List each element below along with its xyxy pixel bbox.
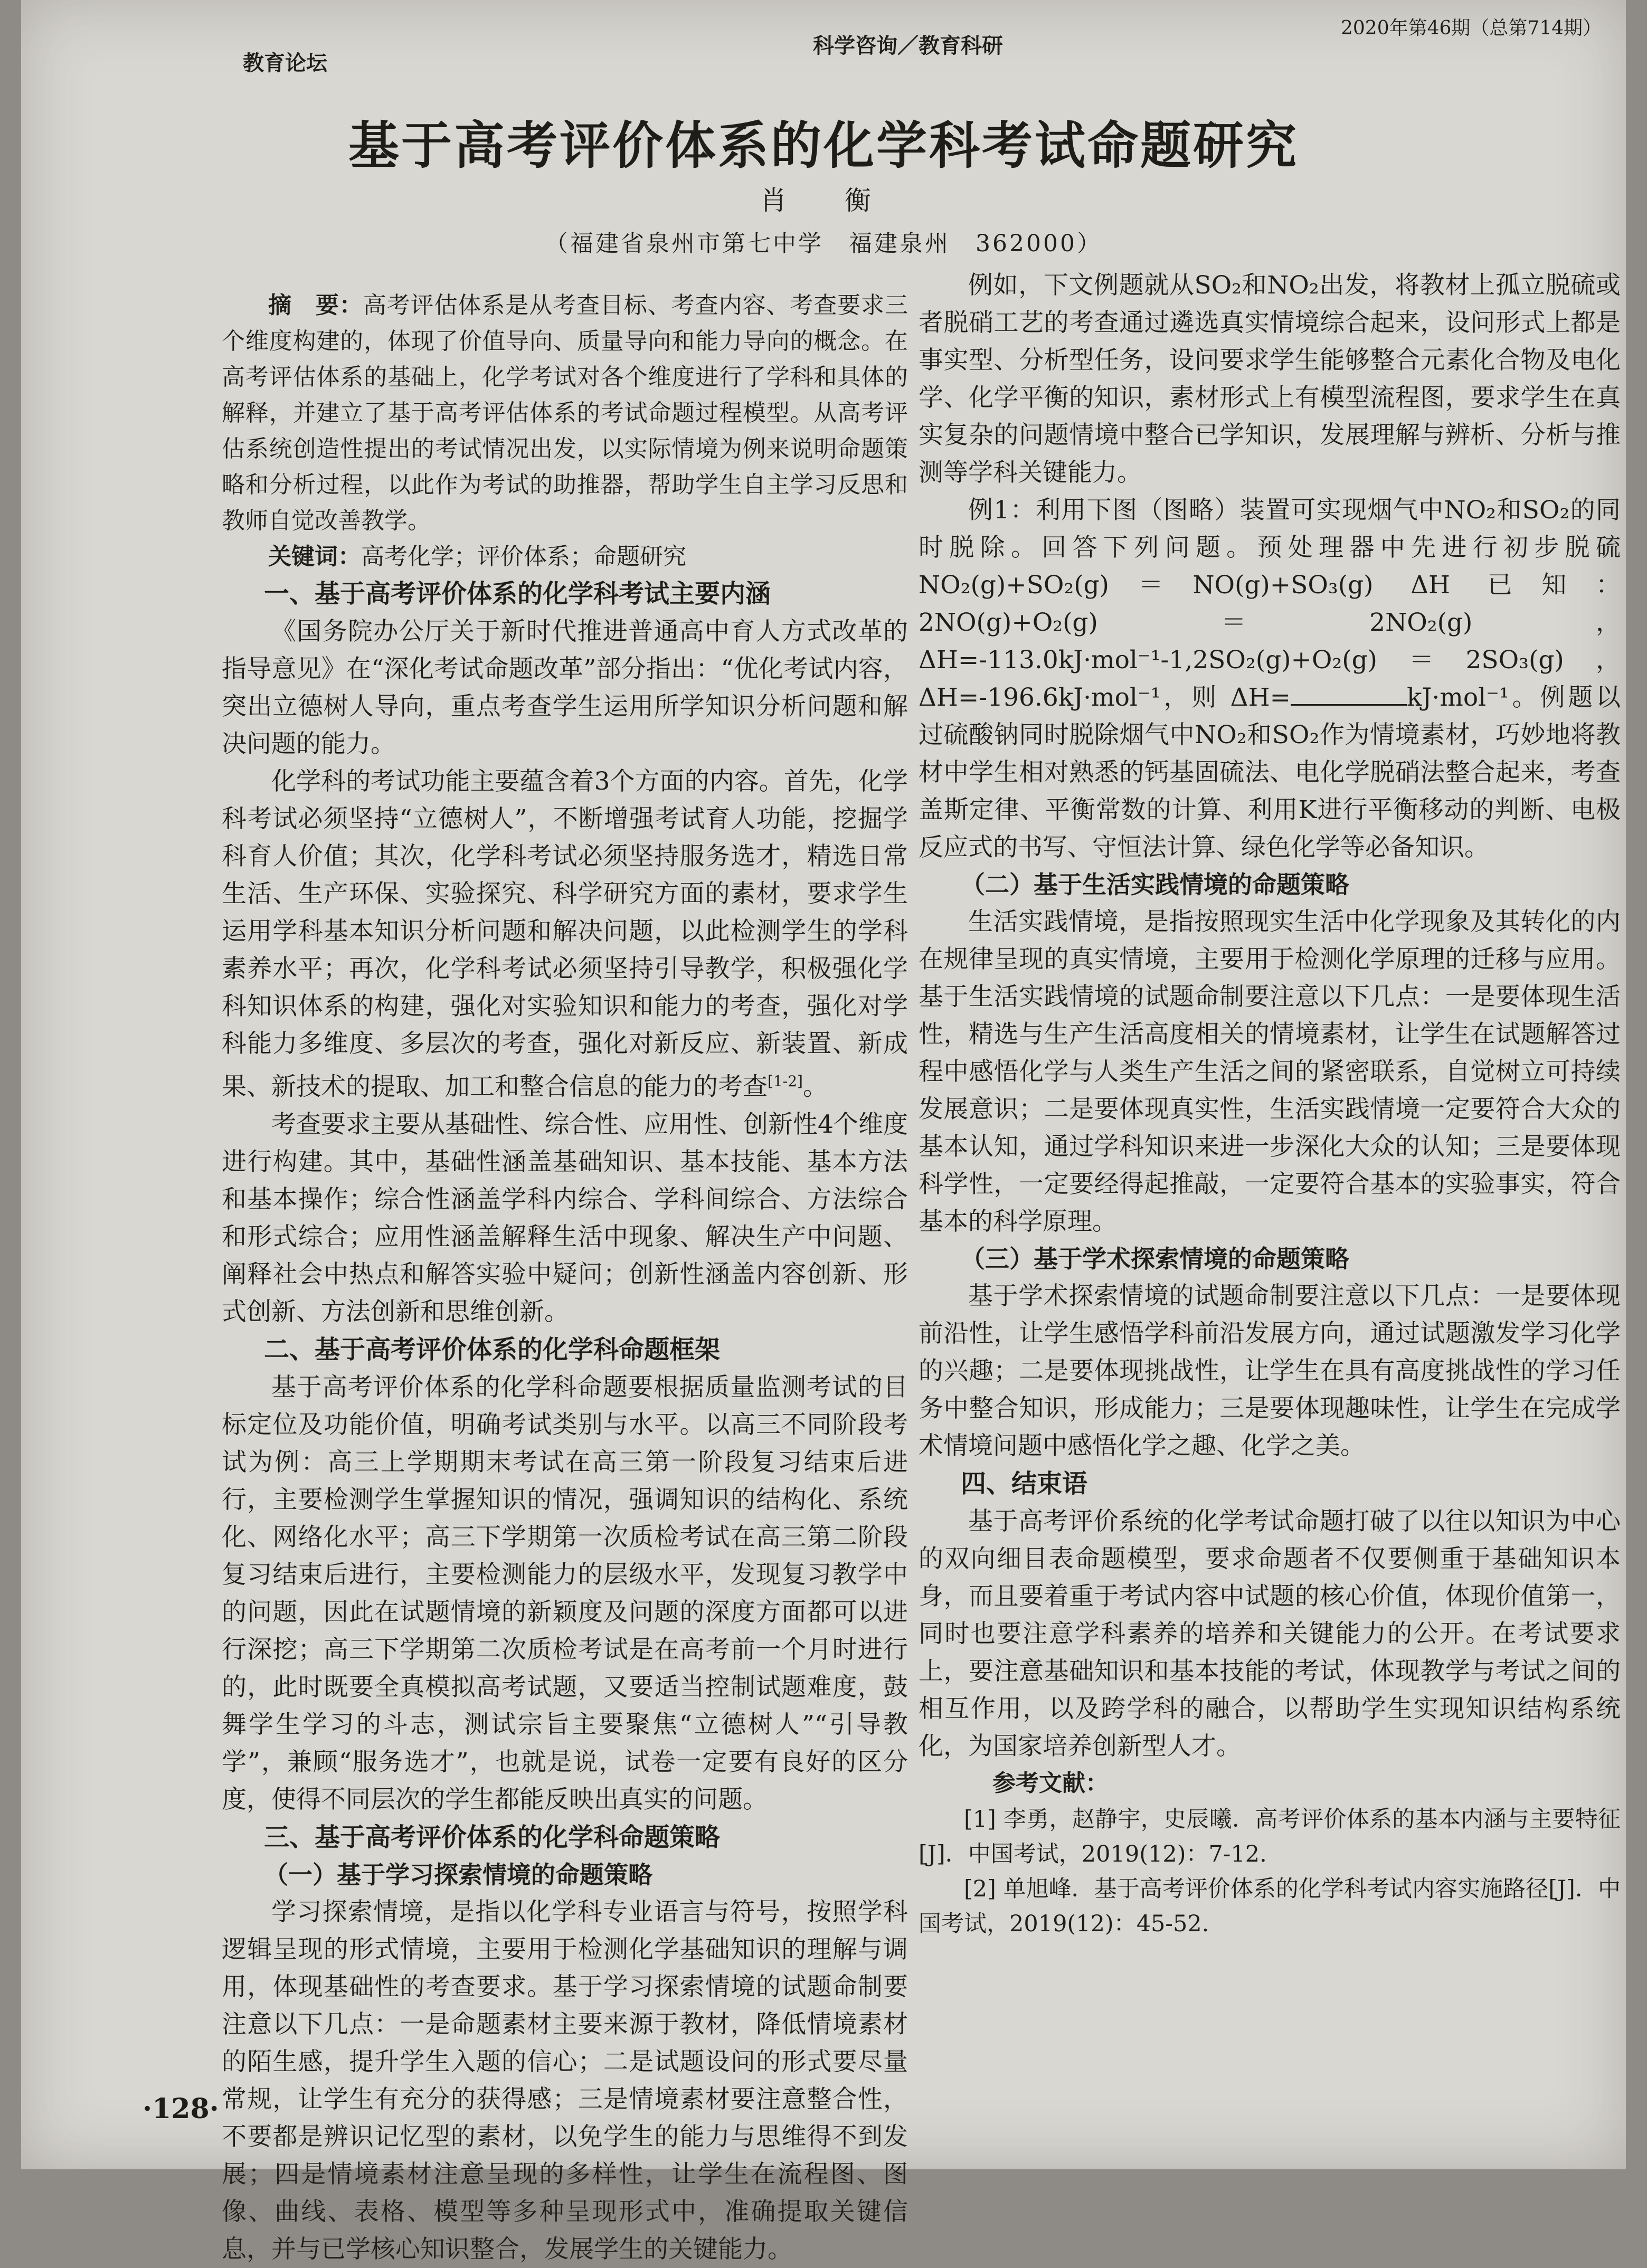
abstract [222, 288, 908, 539]
article-title: 基于高考评价体系的化学科考试命题研究 [348, 116, 1299, 175]
header-section-label: 教育论坛 [243, 51, 327, 75]
section-1-paragraph-2 [222, 763, 908, 1106]
header-issue: 2020年第46期（总第714期） [1341, 17, 1602, 39]
reference-item: [2] 单旭峰．基于高考评价体系的化学科考试内容实施路径[J]．中国考试，2019(12)：45-52. [919, 1876, 1621, 1937]
section-4-paragraph-1: 基于高考评价系统的化学考试命题打破了以往以知识为中心的双向细目表命题模型，要求命题者不仅要侧重于基础知识本身，而且要着重于考试内容中试题的核心价值，体现价值第一，同时也要注意学科素养的培养和关键能力的公开。在考试要求上，要注意基础知识和基本技能的考试，体现教学与考试之间的相互作用，以及跨学科的融合，以帮助学生实现知识结构系统化，为国家培养创新型人才。 [919, 1507, 1621, 1761]
right-column [919, 267, 1621, 1941]
reference-item: [1] 李勇，赵静宇，史辰曦．高考评价体系的基本内涵与主要特征[J]．中国考试，2019(12)：7-12. [919, 1806, 1621, 1867]
section-4-heading: 四、结束语 [961, 1469, 1088, 1498]
author-affiliation: （福建省泉州市第七中学 福建泉州 362000） [545, 230, 1102, 257]
answer-blank [1291, 679, 1407, 706]
example-1-text-b: kJ·mol⁻¹。例题以过硫酸钠同时脱除烟气中NO₂和SO₂作为情境素材，巧妙地将教材中学生相对熟悉的钙基固硫法、电化学脱硝法整合起来，考查盖斯定律、平衡常数的计算、利用K进行平衡移动的判断、电极反应式的书写、守恒法计算、绿色化学等必备知识。 [919, 683, 1621, 862]
section-3-2-paragraph-1: 生活实践情境，是指按照现实生活中化学现象及其转化的内在规律呈现的真实情境，主要用于检测化学原理的迁移与应用。基于生活实践情境的试题命制要注意以下几点：一是要体现生活性，精选与生产生活高度相关的情境素材，让学生在试题解答过程中感悟化学与人类生产生活之间的紧密联系，自觉树立可持续发展意识；二是要体现真实性，生活实践情境一定要符合大众的基本认知，通过学科知识来进一步深化大众的认知；三是要体现科学性，一定要经得起推敲，一定要符合基本的实验事实，符合基本的科学原理。 [919, 907, 1621, 1236]
section-3-1-paragraph-1: 学习探索情境，是指以化学科专业语言与符号，按照学科逻辑呈现的形式情境，主要用于检测化学基础知识的理解与调用，体现基础性的考查要求。基于学习探索情境的试题命制要注意以下几点：一是命题素材主要来源于教材，降低情境素材的陌生感，提升学生入题的信心；二是试题设问的形式要尽量常规，让学生有充分的获得感；三是情境素材要注意整合性，不要都是辨识记忆型的素材，以免学生的能力与思维得不到发展；四是情境素材注意呈现的多样性，让学生在流程图、图像、曲线、表格、模型等多种呈现形式中，准确提取关键信息，并与已学核心知识整合，发展学生的关键能力。 [222, 1897, 908, 2264]
section-1-paragraph-1: 《国务院办公厅关于新时代推进普通高中育人方式改革的指导意见》在“深化考试命题改革”部分指出：“优化考试内容，突出立德树人导向，重点考查学生运用所学知识分析问题和解决问题的能力。 [222, 617, 908, 758]
section-3-1-paragraph-2: 例如，下文例题就从SO₂和NO₂出发，将教材上孤立脱硫或者脱硝工艺的考查通过遴选真实情境综合起来，设问形式上都是事实型、分析型任务，设问要求学生能够整合元素化合物及电化学、化学平衡的知识，素材形式上有模型流程图，要求学生在真实复杂的问题情境中整合已学知识，发展理解与辨析、分析与推测等学科关键能力。 [919, 271, 1621, 487]
example-1-text-a: 例1：利用下图（图略）装置可实现烟气中NO₂和SO₂的同时脱除。回答下列问题。预处理器中先进行初步脱硫NO₂(g)+SO₂(g)＝NO(g)+SO₃(g) ΔH 已知：2NO(g)+O₂(g)＝2NO₂(g)，ΔH=-113.0kJ·mol⁻¹-1,2SO₂(g)+O₂(g)＝2SO₃(g)，ΔH=-196.6kJ·mol⁻¹，则 ΔH= [919, 496, 1621, 712]
citation-marker: [1-2] [768, 1073, 803, 1090]
journal-page [21, 0, 1626, 2264]
header-journal-name: 科学咨询／教育科研 [813, 34, 1003, 58]
example-1 [919, 491, 1621, 866]
left-column [222, 288, 908, 2268]
section-3-subheading-3: （三）基于学术探索情境的命题策略 [961, 1245, 1349, 1273]
section-1-paragraph-3: 考查要求主要从基础性、综合性、应用性、创新性4个维度进行构建。其中，基础性涵盖基础知识、基本技能、基本方法和基本操作；综合性涵盖学科内综合、学科间综合、方法综合和形式综合；应用性涵盖解释生活中现象、解决生产中问题、阐释社会中热点和解答实验中疑问；创新性涵盖内容创新、形式创新、方法创新和思维创新。 [222, 1109, 908, 1326]
section-3-3-paragraph-1: 基于学术探索情境的试题命制要注意以下几点：一是要体现前沿性，让学生感悟学科前沿发展方向，通过试题激发学习化学的兴趣；二是要体现挑战性，让学生在具有高度挑战性的学习任务中整合知识，形成能力；三是要体现趣味性，让学生在完成学术情境问题中感悟化学之趣、化学之美。 [919, 1282, 1621, 1460]
references-heading: 参考文献： [992, 1770, 1109, 1797]
section-1-paragraph-2-text: 化学科的考试功能主要蕴含着3个方面的内容。首先，化学科考试必须坚持“立德树人”，不断增强考试育人功能，挖掘学科育人价值；其次，化学科考试必须坚持服务选才，精选日常生活、生产环保、实验探究、科学研究方面的素材，要求学生运用学科基本知识分析问题和解决问题，以此检测学生的学科素养水平；再次，化学科考试必须坚持引导教学，积极强化学科知识体系的构建，强化对实验知识和能力的考查，强化对学科能力多维度、多层次的考查，强化对新反应、新装置、新成果、新技术的提取、加工和整合信息的能力的考查 [222, 767, 908, 1102]
abstract-text: 高考评估体系是从考查目标、考查内容、考查要求三个维度构建的，体现了价值导向、质量导向和能力导向的概念。在高考评估体系的基础上，化学考试对各个维度进行了学科和具体的解释，并建立了基于高考评估体系的考试命题过程模型。从高考评估系统创造性提出的考试情况出发，以实际情境为例来说明命题策略和分析过程，以此作为考试的助推器，帮助学生自主学习反思和教师自觉改善教学。 [222, 292, 908, 534]
abstract-label: 摘 要： [268, 292, 363, 319]
section-2-heading: 二、基于高考评价体系的化学科命题框架 [264, 1334, 721, 1364]
author-name: 肖 衡 [760, 185, 887, 216]
keywords-text: 高考化学；评价体系；命题研究 [361, 543, 686, 570]
section-3-subheading-1: （一）基于学习探索情境的命题策略 [264, 1860, 652, 1889]
section-1-heading: 一、基于高考评价体系的化学科考试主要内涵 [264, 579, 771, 609]
section-1-paragraph-2-end: 。 [802, 1072, 828, 1102]
section-3-subheading-2: （二）基于生活实践情境的命题策略 [961, 870, 1349, 899]
section-2-paragraph-1: 基于高考评价体系的化学科命题要根据质量监测考试的目标定位及功能价值，明确考试类别与水平。以高三不同阶段考试为例：高三上学期期末考试在高三第一阶段复习结束后进行，主要检测学生掌握知识的情况，强调知识的结构化、系统化、网络化水平；高三下学期第一次质检考试在高三第二阶段复习结束后进行，主要检测能力的层级水平，发现复习教学中的问题，因此在试题情境的新颖度及问题的深度方面都可以进行深挖；高三下学期第二次质检考试是在高考前一个月时进行的，此时既要全真模拟高考试题，又要适当控制试题难度，鼓舞学生学习的斗志，测试宗旨主要聚焦“立德树人”“引导教学”，兼顾“服务选才”，也就是说，试卷一定要有良好的区分度，使得不同层次的学生都能反映出真实的问题。 [222, 1372, 908, 1814]
section-3-heading: 三、基于高考评价体系的化学科命题策略 [264, 1822, 721, 1852]
keywords [222, 539, 908, 575]
page-number: ·128· [143, 2093, 219, 2125]
keywords-label: 关键词： [268, 543, 361, 570]
